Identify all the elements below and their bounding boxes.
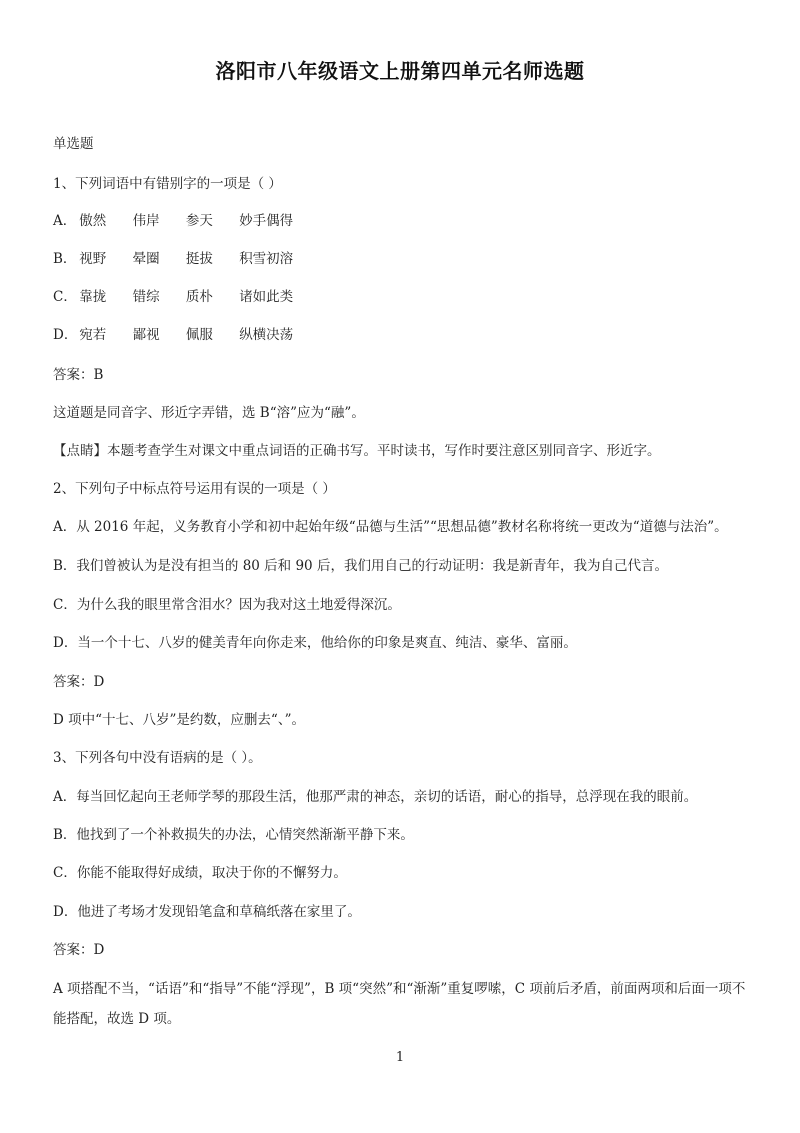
- q3-explanation: A 项搭配不当，“话语”和“指导”不能“浮现”，B 项“突然”和“渐渐”重复啰嗦，C 项前后矛盾，前面两项和后面一项不能搭配，故选 D 项。: [53, 981, 746, 1027]
- page-title: 洛阳市八年级语文上册第四单元名师选题: [215, 59, 585, 83]
- q3-stem: 3、下列各句中没有语病的是（ ）。: [53, 750, 262, 766]
- option-key: A．: [53, 213, 77, 229]
- q3-answer: 答案：D: [53, 942, 105, 958]
- q2-explanation: D 项中“十七、八岁”是约数，应删去“、”。: [53, 712, 305, 728]
- option-word: 视野: [79, 251, 107, 267]
- option-word: 挺拔: [185, 251, 213, 267]
- q2-option-d: D．当一个十七、八岁的健美青年向你走来，他给你的印象是爽直、纯洁、豪华、富丽。: [53, 635, 577, 651]
- option-word: 伟岸: [132, 213, 160, 229]
- option-key: C．: [53, 289, 77, 305]
- page-number: 1: [395, 1050, 405, 1065]
- option-key: D．: [53, 327, 78, 343]
- q2-option-c: C．为什么我的眼里常含泪水？因为我对这土地爱得深沉。: [53, 597, 401, 613]
- q1-stem: 1、下列词语中有错别字的一项是（ ）: [53, 176, 282, 192]
- q3-option-b: B．他找到了一个补救损失的办法，心情突然渐渐平静下来。: [53, 827, 414, 843]
- option-key: B．: [53, 251, 77, 267]
- q2-answer: 答案：D: [53, 674, 105, 690]
- q3-option-a: A．每当回忆起向王老师学琴的那段生活，他那严肃的神态，亲切的话语，耐心的指导，总浮现在我的眼前。: [53, 789, 698, 805]
- option-word: 错综: [132, 289, 160, 305]
- option-word: 诸如此类: [239, 289, 294, 305]
- q1-option-d: [53, 325, 753, 345]
- option-word: 靠拢: [79, 289, 107, 305]
- q2-option-a: A．从 2016 年起，义务教育小学和初中起始年级“品德与生活”“思想品德”教材名称将统一更改为“道德与法治”。: [53, 519, 728, 535]
- option-word: 佩服: [185, 327, 213, 343]
- q3-option-c: C．你能不能取得好成绩，取决于你的不懈努力。: [53, 865, 347, 881]
- q1-tip: 【点睛】本题考查学生对课文中重点词语的正确书写。平时读书，写作时要注意区别同音字、形近字。: [53, 443, 661, 459]
- q1-explanation: 这道题是同音字、形近字弄错，选 B“溶”应为“融”。: [53, 405, 365, 421]
- option-word: 纵横决荡: [239, 327, 294, 343]
- q1-option-a: [53, 211, 753, 231]
- option-word: 妙手偶得: [239, 213, 294, 229]
- q1-option-b: [53, 249, 753, 269]
- option-word: 参天: [185, 213, 213, 229]
- q2-stem: 2、下列句子中标点符号运用有误的一项是（ ）: [53, 481, 336, 497]
- section-heading: 单选题: [53, 136, 94, 152]
- q2-option-b: B．我们曾被认为是没有担当的 80 后和 90 后，我们用自己的行动证明：我是新青年，我为自己代言。: [53, 558, 668, 574]
- q1-option-c: [53, 287, 753, 307]
- option-word: 傲然: [79, 213, 107, 229]
- option-word: 质朴: [185, 289, 213, 305]
- option-word: 积雪初溶: [239, 251, 294, 267]
- option-word: 晕圈: [132, 251, 160, 267]
- option-word: 鄙视: [132, 327, 160, 343]
- q3-option-d: D．他进了考场才发现铅笔盒和草稿纸落在家里了。: [53, 904, 361, 920]
- q1-answer: 答案：B: [53, 367, 104, 383]
- option-word: 宛若: [79, 327, 107, 343]
